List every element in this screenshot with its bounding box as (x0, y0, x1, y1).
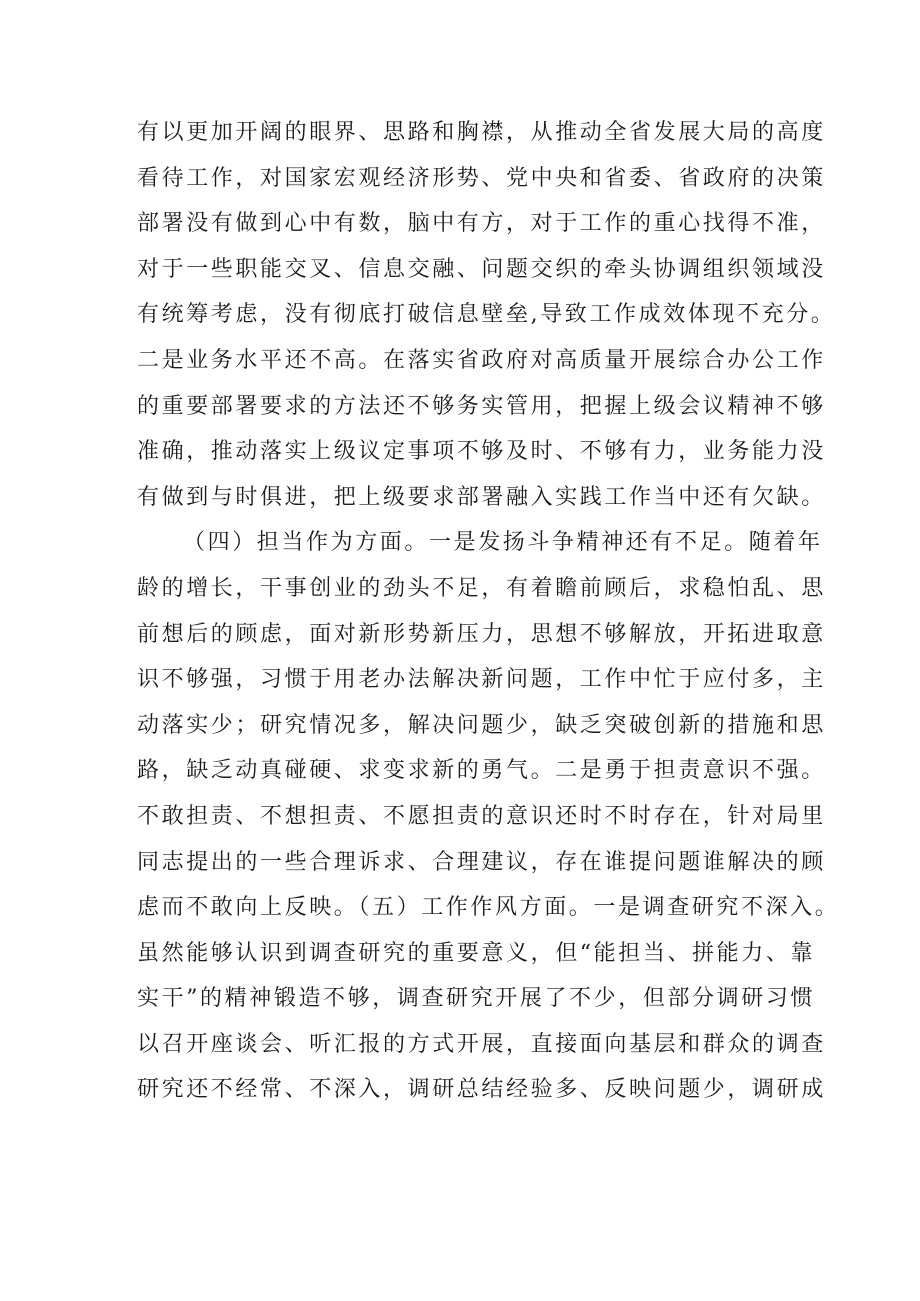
text-line: 有统筹考虑，没有彻底打破信息壁垒,导致工作成效体现不充分。 (137, 302, 836, 328)
text-line: 前想后的顾虑，面对新形势新压力，思想不够解放，开拓进取意 (137, 621, 826, 647)
text-line: 实干”的精神锻造不够，调查研究开展了不少，但部分调研习惯 (137, 986, 816, 1012)
text-line: 看待工作，对国家宏观经济形势、党中央和省委、省政府的决策 (137, 165, 826, 191)
text-line: 部署没有做到心中有数，脑中有方，对于工作的重心找得不准， (137, 211, 826, 237)
text-line: 研究还不经常、不深入，调研总结经验多、反映问题少，调研成 (137, 1077, 826, 1103)
text-line: 二是业务水平还不高。在落实省政府对高质量开展综合办公工作 (137, 347, 826, 373)
text-line: 虑而不敢向上反映。（五）工作作风方面。一是调查研究不深入。 (137, 895, 840, 921)
text-line: 不敢担责、不想担责、不愿担责的意识还时不时存在，针对局里 (137, 803, 826, 829)
text-line: 有以更加开阔的眼界、思路和胸襟，从推动全省发展大局的高度 (137, 120, 826, 145)
body-text (137, 110, 840, 1113)
text-line: 有做到与时俱进，把上级要求部署融入实践工作当中还有欠缺。 (137, 484, 826, 510)
text-line: 路，缺乏动真碰硬、求变求新的勇气。二是勇于担责意识不强。 (137, 758, 826, 784)
text-line: 识不够强，习惯于用老办法解决新问题，工作中忙于应付多，主 (137, 667, 826, 693)
text-line: 龄的增长，干事创业的劲头不足，有着瞻前顾后，求稳怕乱、思 (137, 575, 826, 601)
text-line: 同志提出的一些合理诉求、合理建议，存在谁提问题谁解决的顾 (137, 849, 826, 875)
text-line: 虽然能够认识到调查研究的重要意义，但“能担当、拼能力、靠 (137, 940, 816, 966)
text-line: 的重要部署要求的方法还不够务实管用，把握上级会议精神不够 (137, 393, 826, 419)
text-line: 准确，推动落实上级议定事项不够及时、不够有力，业务能力没 (137, 439, 826, 465)
text-line: 动落实少；研究情况多，解决问题少，缺乏突破创新的措施和思 (137, 712, 826, 738)
text-line: 对于一些职能交叉、信息交融、问题交织的牵头协调组织领域没 (137, 256, 826, 282)
text-line: 以召开座谈会、听汇报的方式开展，直接面向基层和群众的调查 (137, 1031, 826, 1057)
paragraph-start-line: （四）担当作为方面。一是发扬斗争精神还有不足。随着年 (183, 530, 823, 556)
